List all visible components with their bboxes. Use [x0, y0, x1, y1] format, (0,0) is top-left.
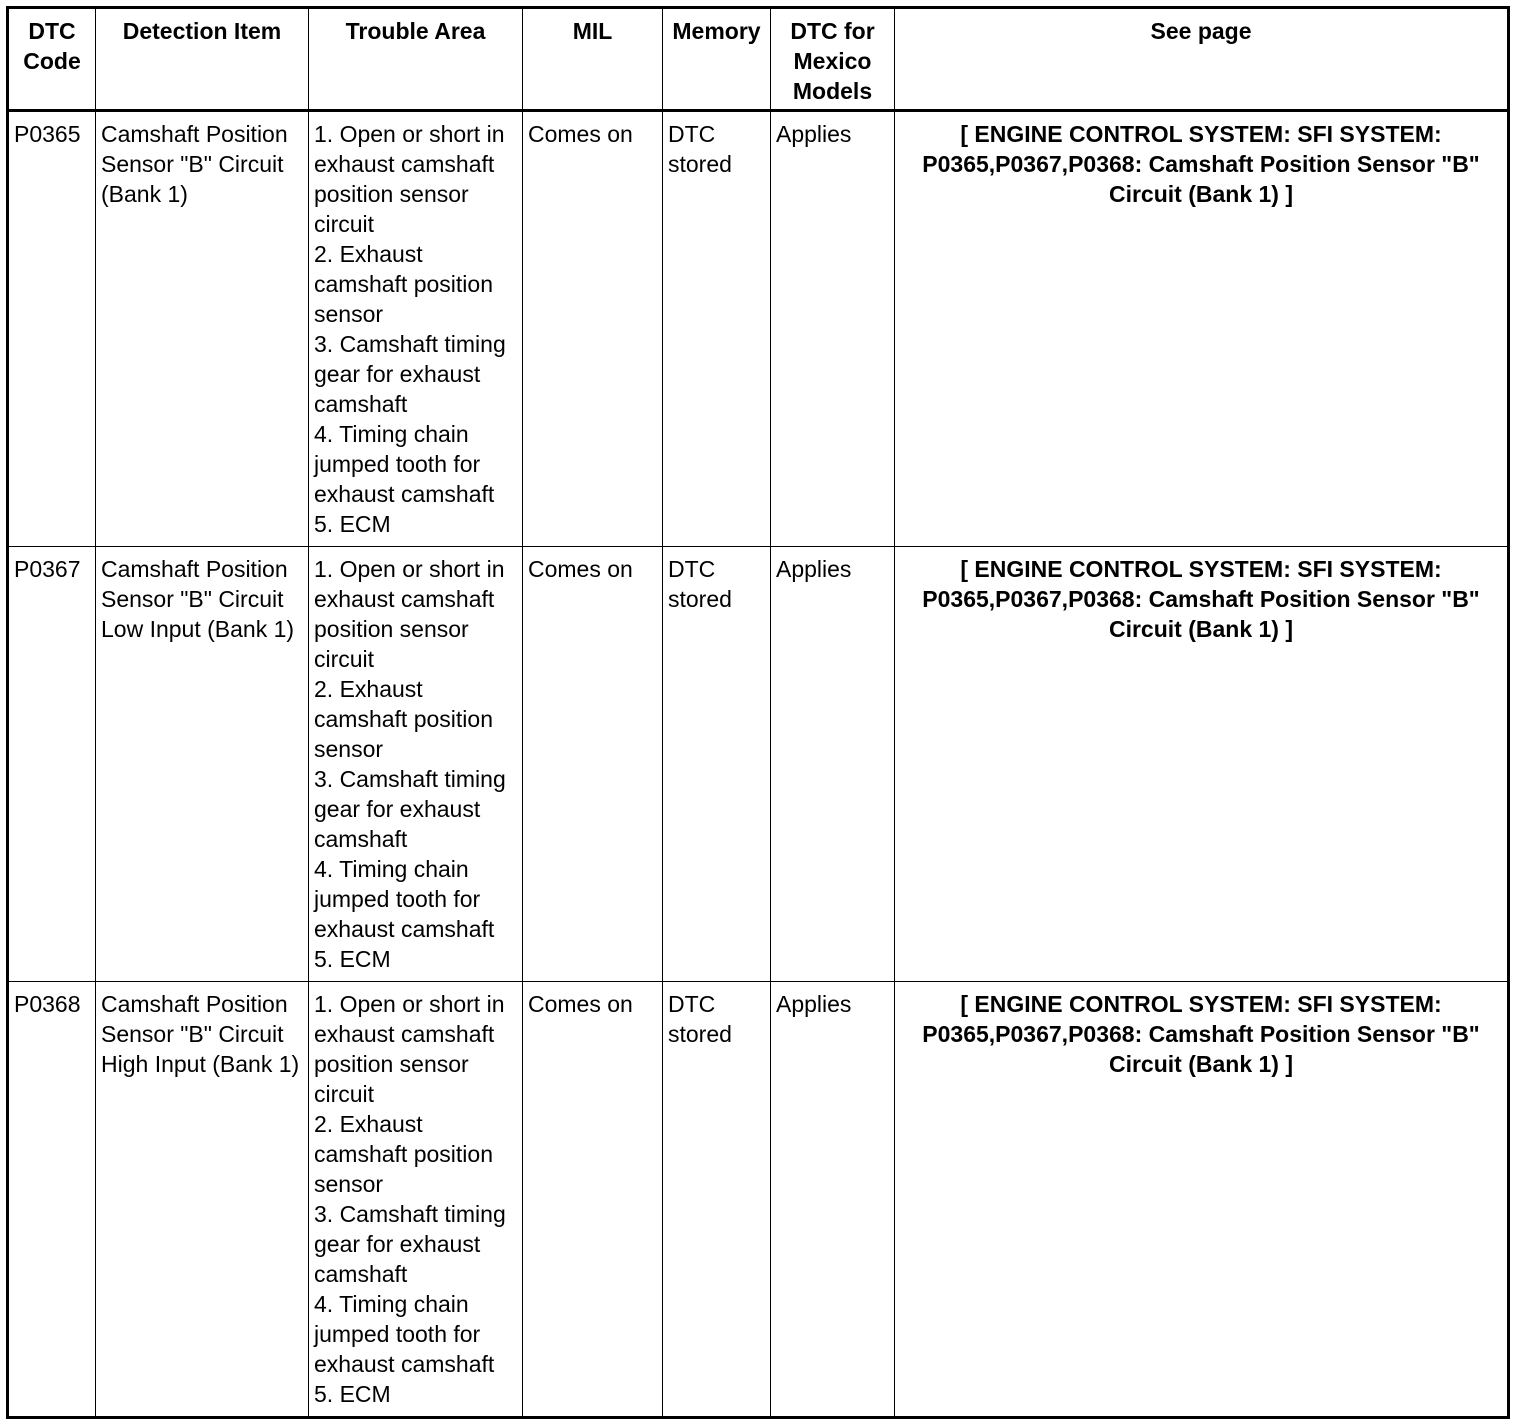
memory-cell: DTC stored — [663, 982, 771, 1418]
trouble-area-item: 4. Timing chain jumped tooth for exhaust camshaft — [314, 421, 495, 507]
mil-cell: Comes on — [523, 982, 663, 1418]
header-memory-label: Memory — [672, 18, 761, 44]
header-mexico-models-label: DTC for Mexico Models — [790, 18, 875, 104]
mexico-models-cell: Applies — [771, 111, 895, 547]
see-page-link[interactable]: [ ENGINE CONTROL SYSTEM: SFI SYSTEM: P0365,P0367,P0368: Camshaft Position Sensor "B" Circuit (Bank 1) ] — [895, 111, 1509, 547]
trouble-area-item: 5. ECM — [314, 1381, 391, 1407]
dtc-code-cell: P0365 — [8, 111, 96, 547]
trouble-area-item: 1. Open or short in exhaust camshaft position sensor circuit — [314, 991, 505, 1107]
header-row — [8, 8, 1509, 111]
mil-cell: Comes on — [523, 111, 663, 547]
header-see-page — [895, 8, 1509, 111]
trouble-area-item: 3. Camshaft timing gear for exhaust camshaft — [314, 1201, 506, 1287]
see-page-link[interactable]: [ ENGINE CONTROL SYSTEM: SFI SYSTEM: P0365,P0367,P0368: Camshaft Position Sensor "B" Circuit (Bank 1) ] — [895, 547, 1509, 982]
detection-item-cell: Camshaft Position Sensor "B" Circuit High Input (Bank 1) — [96, 982, 309, 1418]
trouble-area-item: 2. Exhaust camshaft position sensor — [314, 676, 493, 762]
header-trouble-area-label: Trouble Area — [345, 18, 486, 44]
header-see-page-label: See page — [1150, 18, 1252, 44]
trouble-area-item: 3. Camshaft timing gear for exhaust camshaft — [314, 766, 506, 852]
dtc-code-cell: P0367 — [8, 547, 96, 982]
trouble-area-item: 4. Timing chain jumped tooth for exhaust camshaft — [314, 1291, 495, 1377]
header-memory — [663, 8, 771, 111]
trouble-area-cell — [309, 547, 523, 982]
trouble-area-cell — [309, 982, 523, 1418]
header-mexico-models — [771, 8, 895, 111]
see-page-link[interactable]: [ ENGINE CONTROL SYSTEM: SFI SYSTEM: P0365,P0367,P0368: Camshaft Position Sensor "B" Circuit (Bank 1) ] — [895, 982, 1509, 1418]
header-mil — [523, 8, 663, 111]
memory-cell: DTC stored — [663, 111, 771, 547]
trouble-area-item: 1. Open or short in exhaust camshaft position sensor circuit — [314, 556, 505, 672]
detection-item-cell: Camshaft Position Sensor "B" Circuit (Bank 1) — [96, 111, 309, 547]
trouble-area-item: 4. Timing chain jumped tooth for exhaust camshaft — [314, 856, 495, 942]
header-detection-item-label: Detection Item — [122, 18, 282, 44]
header-dtc-code — [8, 8, 96, 111]
header-trouble-area — [309, 8, 523, 111]
memory-cell: DTC stored — [663, 547, 771, 982]
trouble-area-item: 3. Camshaft timing gear for exhaust camshaft — [314, 331, 506, 417]
trouble-area-item: 2. Exhaust camshaft position sensor — [314, 241, 493, 327]
header-mil-label: MIL — [572, 18, 613, 44]
trouble-area-item: 5. ECM — [314, 511, 391, 537]
dtc-table — [6, 6, 1510, 1419]
mexico-models-cell: Applies — [771, 982, 895, 1418]
header-dtc-code-label: DTC Code — [23, 18, 81, 74]
table-row — [8, 111, 1509, 547]
trouble-area-item: 1. Open or short in exhaust camshaft position sensor circuit — [314, 121, 505, 237]
detection-item-cell: Camshaft Position Sensor "B" Circuit Low Input (Bank 1) — [96, 547, 309, 982]
table-row — [8, 982, 1509, 1418]
header-detection-item — [96, 8, 309, 111]
table-row — [8, 547, 1509, 982]
trouble-area-cell — [309, 111, 523, 547]
dtc-code-cell: P0368 — [8, 982, 96, 1418]
mexico-models-cell: Applies — [771, 547, 895, 982]
trouble-area-item: 2. Exhaust camshaft position sensor — [314, 1111, 493, 1197]
trouble-area-item: 5. ECM — [314, 946, 391, 972]
mil-cell: Comes on — [523, 547, 663, 982]
